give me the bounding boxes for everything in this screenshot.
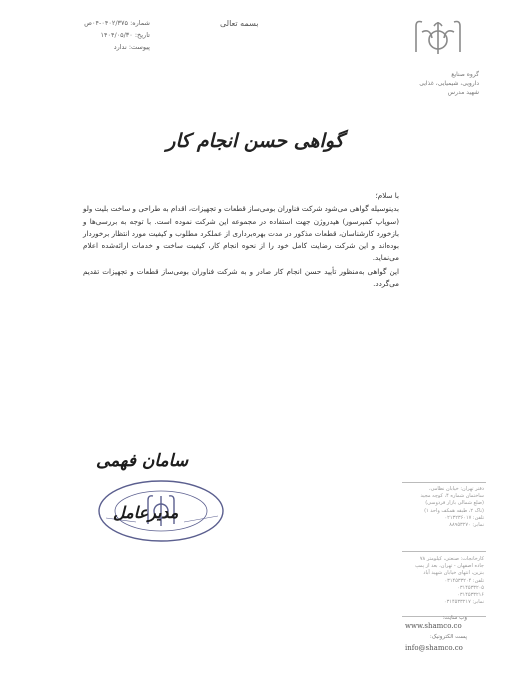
office-line: (ضلع شمالی بازار فردوسی) bbox=[425, 500, 484, 507]
bismillah: بسمه تعالی bbox=[220, 19, 259, 28]
website-label: وب سایت: bbox=[442, 615, 467, 621]
email-label: پست الکترونیک: bbox=[429, 634, 467, 640]
company-logo bbox=[408, 18, 468, 58]
factory-phone: ۰۳۱۴۵۳۳۲۱۶ bbox=[457, 592, 484, 599]
signatory-position: مدیرعامل bbox=[113, 503, 179, 522]
org-line-3: شهید مدرس bbox=[447, 89, 479, 96]
website-link[interactable]: www.shamco.co bbox=[405, 622, 462, 630]
letter-attachment: پیوست: ندارد bbox=[113, 43, 150, 51]
office-line: ساختمان شماره ۴، کوچه مجید bbox=[420, 493, 484, 500]
factory-line: بنزین، انتهای خیابان شهید آباد bbox=[423, 570, 484, 577]
factory-phone: تلفن: ۰۳۱۴۵۳۳۲۰۴ bbox=[444, 577, 484, 584]
letter-date: تاریخ: ۱۴۰۴/۰۵/۳۰ bbox=[100, 31, 150, 39]
letter-meta bbox=[40, 17, 150, 53]
factory-line: جاده اصفهان - تهران، بعد از پمپ bbox=[414, 563, 484, 570]
letter-number: شماره: ۰۴۰۲/۳۷۵-۰۴ص bbox=[84, 19, 150, 27]
greeting: با سلام؛ bbox=[375, 191, 399, 200]
factory-fax: نمابر: ۰۳۱۴۵۳۳۲۱۷ bbox=[443, 599, 484, 606]
letter-title: گواهی حسن انجام کار bbox=[166, 130, 344, 152]
divider bbox=[402, 551, 486, 552]
org-line-1: گروه صنایع bbox=[451, 71, 479, 78]
office-phone: تلفن: ۰۲۱۳۲۳۶۰۱۷ bbox=[444, 514, 484, 521]
letter-body bbox=[83, 190, 399, 291]
office-fax: نمابر: ۸۸۹۵۳۲۷۰ bbox=[449, 522, 484, 529]
office-address bbox=[404, 486, 484, 529]
office-line: دفتر تهران: خیابان نظامی، bbox=[428, 486, 484, 492]
factory-line: کارخانجات: صنعتی، کیلومتر ۷۸ bbox=[419, 556, 484, 562]
paragraph-1: بدینوسیله گواهی می‌شود شرکت فناوران بومی‌ساز قطعات و تجهیزات، اقدام به طراحی و ساخت بلیت ولو (سوپاپ کمپرسور) هیدروژن جهت استفاده در مجموعه این شرکت نموده است. با توجه به بررسی‌ها و بازخورد کارشناسان، قطعات مذکور در مدت بهره‌برداری از عملکرد مطلوب و کیفیت مورد انتظار برخوردار بوده‌اند و این شرکت رضایت کامل خود را از نحوه انجام کار، کیفیت ساخت و خدمات ارائه‌شده اعلام می‌نماید. bbox=[83, 204, 399, 263]
email-link[interactable]: info@shamco.co bbox=[405, 644, 463, 652]
org-line-2: دارویی، شیمیایی، غذایی bbox=[419, 80, 479, 87]
office-line: (ناک ۲، طبقه همکف واحد ۱) bbox=[424, 507, 484, 514]
factory-address bbox=[404, 556, 484, 606]
org-name bbox=[379, 70, 479, 97]
signatory-name: سامان فهمی bbox=[96, 451, 189, 471]
paragraph-2: این گواهی به‌منظور تأیید حسن انجام کار صادر و به شرکت فناوران بومی‌ساز قطعات و تجهیزات تقدیم می‌گردد. bbox=[83, 266, 399, 289]
divider bbox=[402, 482, 486, 483]
factory-phone: ۰۳۱۴۵۳۳۲۰۵ bbox=[457, 584, 484, 591]
